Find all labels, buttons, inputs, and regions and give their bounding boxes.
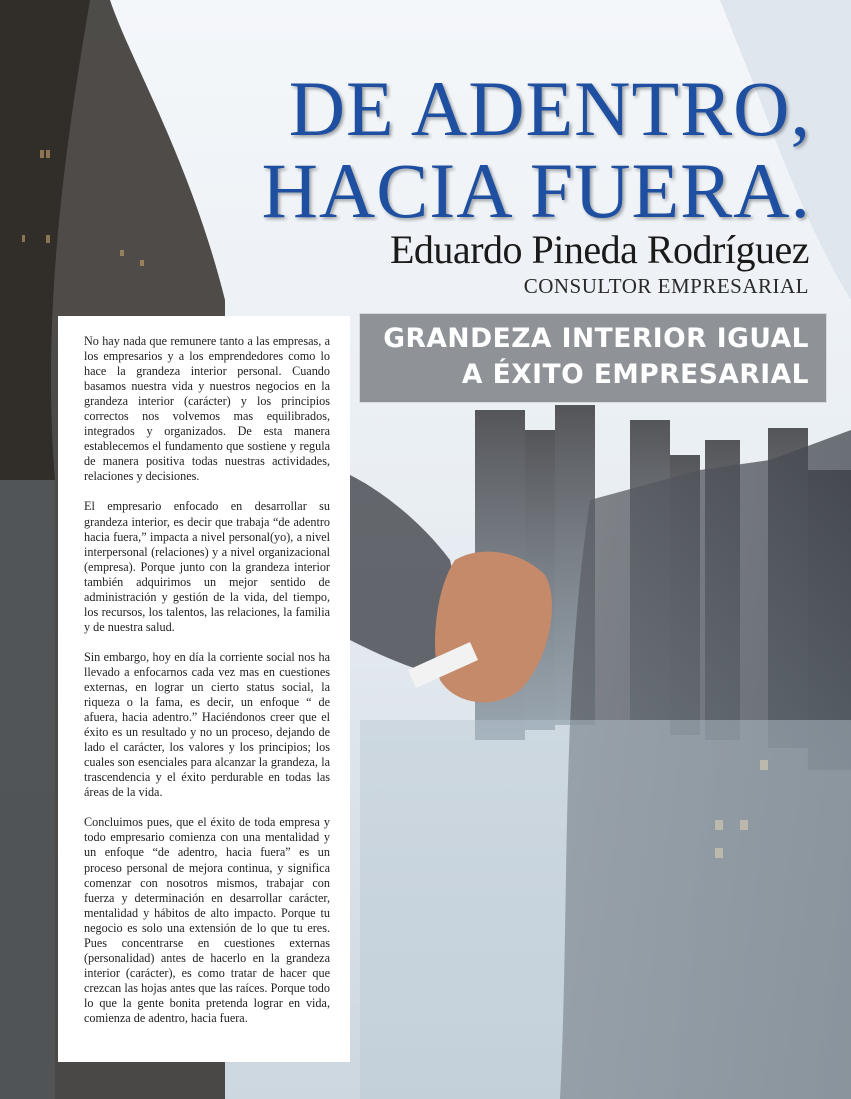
headline-line-1: DE ADENTRO, <box>288 65 811 152</box>
author-name: Eduardo Pineda Rodríguez <box>390 227 809 272</box>
headline-line-2: HACIA FUERA. <box>261 147 811 234</box>
article-paragraph: Sin embargo, hoy en día la corriente social nos ha llevado a enfocarnos cada vez mas en cuestiones externas, en lograr un cierto status social, la riqueza o la fama, es decir, un enfoque “ de afuera, hacia adentro.” Haciéndonos creer que el éxito es un resultado y no un proceso, dejando de lado el carácter, los valores y los principios; los cuales son esenciales para alcanzar la grandeza, la trascendencia y el éxito perdurable en todas las áreas de la vida. <box>84 649 330 800</box>
article-paragraph: El empresario enfocado en desarrollar su grandeza interior, es decir que trabaja “de adentro hacia fuera,” impacta a nivel personal(yo), a nivel interpersonal (relaciones) y a nivel organizacional (empresa). Porque junto con la grandeza interior también adquirimos un mejor sentido de administración y gestión de la vida, del tiempo, los recursos, los talentos, las relaciones, la familia y de nuestra salud. <box>84 499 330 634</box>
banner-line-1: GRANDEZA INTERIOR IGUAL <box>383 323 809 354</box>
banner-line-2: A ÉXITO EMPRESARIAL <box>461 359 809 390</box>
article-paragraph: No hay nada que remunere tanto a las empresas, a los empresarios y a los emprendedores como lo hace la grandeza interior personal. Cuando basamos nuestra vida y nuestros negocios en la grandeza interior (carácter) y los principios correctos nos volvemos mas equilibrados, integrados y organizados. De esta manera establecemos el fundamento que sostiene y regula de manera positiva todas nuestras actividades, relaciones y decisiones. <box>84 334 330 484</box>
author-role: CONSULTOR EMPRESARIAL <box>523 274 809 298</box>
article-paragraph: Concluimos pues, que el éxito de toda empresa y todo empresario comienza con una mentalidad y un enfoque “de adentro, hacia fuera” es un proceso personal de mejora continua, y significa comenzar con nosotros mismos, trabajar con fuerza y determinación en desarrollar carácter, mentalidad y hábitos de alto impacto. Porque tu negocio es solo una extensión de lo que tu eres. Pues concentrarse en cuestiones externas (personalidad) antes de hacerlo en la grandeza interior (carácter), es como tratar de hacer que crezcan las hojas antes que las raíces. Porque todo lo que la gente bonita pretenda lograr en vida, comienza de adentro, hacia fuera. <box>84 815 330 1025</box>
section-banner <box>359 313 827 403</box>
article-body <box>58 316 350 1062</box>
